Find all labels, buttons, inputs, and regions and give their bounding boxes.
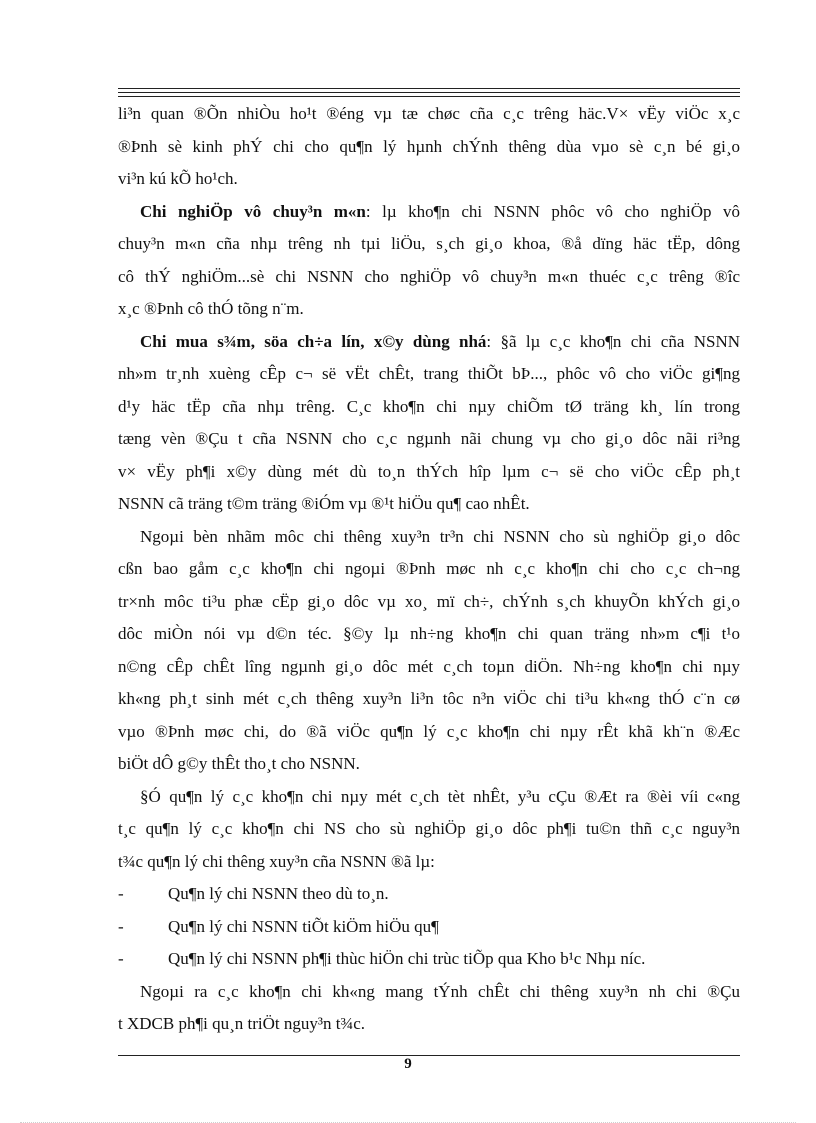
- bullet-dash: -: [118, 916, 124, 936]
- bullet-dash: -: [118, 949, 124, 968]
- text-line: nh»m tr¸nh xuèng cÊp c¬ së vËt chÊt, trang thiÕt bÞ..., phôc vô cho viÖc gi¶ng: [118, 364, 740, 383]
- text-line: NSNN cã träng t©m träng ®iÓm vµ ®¹t hiÖu qu¶ cao nhÊt.: [118, 494, 530, 513]
- text-line: tr×nh môc ti³u phæ cËp gi¸o dôc vµ xo¸ mï ch÷, chÝnh s¸ch khuyÕn khÝch gi¸o: [118, 591, 740, 611]
- text-line: Ngoµi ra c¸c kho¶n chi kh«ng mang tÝnh chÊt chi thêng xuy³n nh chi ®Çu: [140, 981, 740, 1001]
- text-line: chuy³n m«n cña nhµ trêng nh tµi liÖu, s¸ch gi¸o khoa, ®å dïng häc tËp, dông: [118, 234, 740, 253]
- bold-lead: Chi mua s¾m, söa ch÷a lín, x©y dùng nhá: [140, 331, 487, 351]
- text-line: biÖt dÔ g©y thÊt tho¸t cho NSNN.: [118, 754, 360, 773]
- bullet-item: [118, 878, 740, 911]
- text-line: v× vËy ph¶i x©y dùng mét dù to¸n thÝch hîp lµm c¬ së cho viÖc cÊp ph¸t: [118, 461, 740, 481]
- text-line: vµo ®Þnh møc chi, do ®ã viÖc qu¶n lý c¸c kho¶n chi nµy rÊt khã kh¨n ®Æc: [118, 721, 740, 741]
- text-line: §Ó qu¶n lý c¸c kho¶n chi nµy mét c¸ch tèt nhÊt, y³u cÇu ®Æt ra ®èi víi c«ng: [140, 786, 740, 806]
- bold-lead: Chi nghiÖp vô chuy³n m«n: [140, 201, 366, 221]
- bullet-item: [118, 911, 740, 944]
- text-line: t¸c qu¶n lý c¸c kho¶n chi NS cho sù nghiÖp gi¸o dôc ph¶i tu©n thñ c¸c nguy³n: [118, 819, 740, 838]
- text-line: [118, 326, 740, 359]
- text-line: [118, 196, 740, 229]
- text-line: kh«ng ph¸t sinh mét c¸ch thêng xuy³n li³n tôc n³n viÖc chi ti³u kh«ng thÓ c¨n cø: [118, 689, 740, 708]
- text-line: vi³n kú kÕ ho¹ch.: [118, 169, 238, 188]
- text-line: tæng vèn ®Çu t cña NSNN cho c¸c ngµnh nãi chung vµ cho gi¸o dôc nãi ri³ng: [118, 429, 740, 448]
- bullet-text: Qu¶n lý chi NSNN ph¶i thùc hiÖn chi trùc tiÕp qua Kho b¹c Nhµ níc.: [168, 949, 646, 968]
- text-line: n©ng cÊp chÊt lîng ngµnh gi¸o dôc mét c¸ch toµn diÖn. Nh÷ng kho¶n chi nµy: [118, 656, 740, 676]
- text-line: cô thÝ nghiÖm...sè chi NSNN cho nghiÖp vô chuy³n m«n thuéc c¸c trêng ®îc: [118, 266, 740, 286]
- header-rule-3: [118, 96, 740, 97]
- paragraph-chi-mua-sam: [118, 326, 740, 521]
- page-body: [118, 98, 740, 1041]
- text-line: x¸c ®Þnh cô thÓ tõng n¨m.: [118, 299, 304, 318]
- text-run: : §ã lµ c¸c kho¶n chi cña NSNN: [486, 331, 740, 351]
- bullet-text: Qu¶n lý chi NSNN theo dù to¸n.: [168, 884, 389, 903]
- bullet-item: [118, 943, 740, 976]
- paragraph-chi-nghiep-vu: [118, 196, 740, 326]
- paragraph-ngoai-bon-nhom: [118, 521, 740, 781]
- text-line: t¾c qu¶n lý chi thêng xuy³n cña NSNN ®ã lµ:: [118, 851, 435, 871]
- text-line: dôc miÒn nói vµ d©n téc. §©y lµ nh÷ng kho¶n chi quan träng nh»m c¶i t¹o: [118, 624, 740, 643]
- header-rule-1: [118, 88, 740, 89]
- paragraph-de-quan-ly: [118, 781, 740, 879]
- text-run: : lµ kho¶n chi NSNN phôc vô cho nghiÖp vô: [365, 201, 741, 221]
- paragraph-1: [118, 98, 740, 196]
- text-line: t XDCB ph¶i qu¸n triÖt nguy³n t¾c.: [118, 1014, 366, 1033]
- text-line: ®Þnh sè kinh phÝ chi cho qu¶n lý hµnh chÝnh thêng dùa vµo sè c¸n bé gi¸o: [118, 136, 740, 156]
- header-rule-2: [118, 92, 740, 93]
- text-line: d¹y häc tËp cña nhµ trêng. C¸c kho¶n chi nµy chiÕm tØ träng kh¸ lín trong: [118, 396, 740, 416]
- bullet-dash: -: [118, 884, 124, 903]
- paragraph-closing: [118, 976, 740, 1041]
- text-line: cßn bao gåm c¸c kho¶n chi ngoµi ®Þnh møc nh c¸c kho¶n chi cho c¸c ch¬ng: [118, 559, 740, 578]
- text-line: Ngoµi bèn nhãm môc chi thêng xuy³n tr³n chi NSNN cho sù nghiÖp gi¸o dôc: [140, 526, 740, 546]
- text-line: li³n quan ®Õn nhiÒu ho¹t ®éng vµ tæ chøc cña c¸c trêng häc.V× vËy viÖc x¸c: [118, 104, 740, 123]
- bullet-text: Qu¶n lý chi NSNN tiÕt kiÖm hiÖu qu¶: [168, 916, 439, 936]
- page-number: 9: [404, 1056, 412, 1072]
